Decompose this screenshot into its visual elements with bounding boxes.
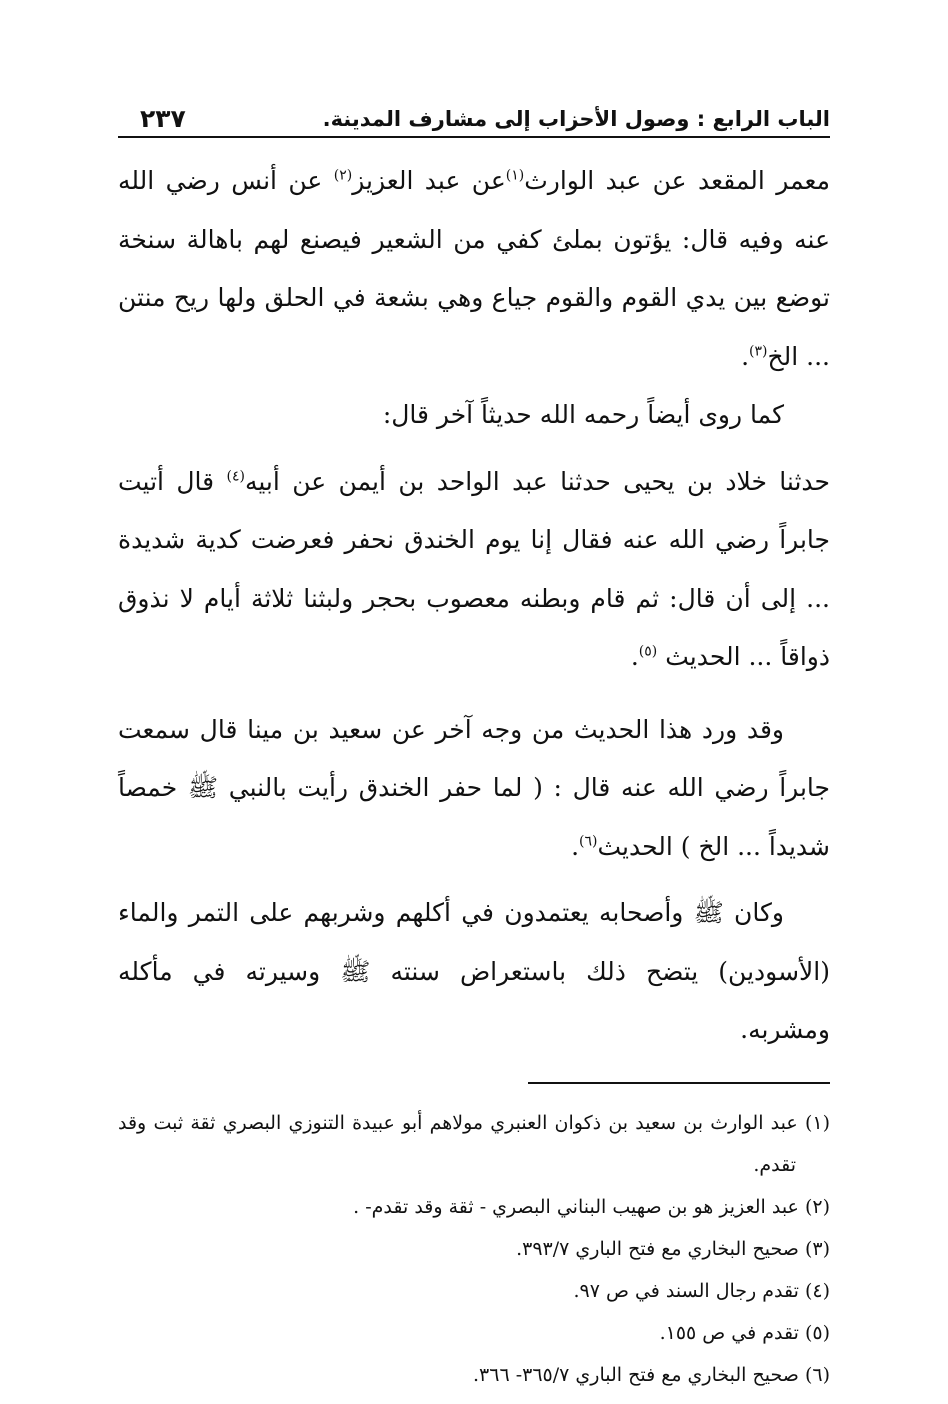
footnote-5-text: تقدم في ص ١٥٥. (659, 1321, 799, 1344)
footnote-ref-2: (٢) (333, 167, 353, 184)
paragraph-3 (118, 453, 830, 687)
paragraph-2: كما روى أيضاً رحمه الله حديثاً آخر قال: (382, 400, 784, 429)
chapter-title: الباب الرابع : وصول الأحزاب إلى مشارف المدينة. (322, 107, 830, 131)
footnote-separator (528, 1082, 830, 1084)
paragraph-1 (118, 152, 830, 386)
footnote-5 (118, 1312, 830, 1354)
page-number: ٢٣٧ (140, 104, 186, 133)
paragraph-4 (118, 701, 830, 877)
footnote-2 (118, 1186, 830, 1228)
paragraph-3-text-b: قال أتيت جابراً رضي الله عنه فقال إنا يوم الخندق نحفر فعرضت كدية شديدة ... إلى أن قال: ثم قام وبطنه معصوب بحجر ولبثنا ثلاثة أيام لا نذوق ذواقاً ... الحديث (118, 466, 830, 671)
footnote-4 (118, 1270, 830, 1312)
footnotes (118, 1102, 830, 1396)
footnote-ref-6: (٦) (579, 833, 598, 850)
footnote-2-text: عبد العزيز هو بن صهيب البناني البصري - ثقة وقد تقدم- . (353, 1195, 799, 1218)
footnote-6-text: صحيح البخاري مع فتح الباري ٣٦٥/٧- ٣٦٦. (473, 1363, 799, 1386)
footnote-5-number: (٥) (804, 1321, 830, 1344)
book-page (118, 98, 831, 1386)
paragraph-3-text-c: . (630, 642, 639, 671)
running-header (118, 98, 830, 138)
footnote-6-number: (٦) (804, 1363, 830, 1386)
footnote-4-text: تقدم رجال السند في ص ٩٧. (573, 1279, 799, 1302)
paragraph-4-text-b: . (571, 831, 580, 861)
paragraph-1-text-a: معمر المقعد عن عبد الوارث (524, 166, 830, 195)
footnote-ref-5: (٥) (638, 643, 658, 660)
paragraph-5: وكان ﷺ وأصحابه يعتمدون في أكلهم وشربهم على التمر والماء (الأسودين) يتضح ذلك باستعراض سنته ﷺ وسيرته في مأكله ومشربه. (118, 898, 830, 1044)
main-text (118, 152, 830, 1060)
footnote-4-number: (٤) (804, 1279, 830, 1302)
footnote-3 (118, 1228, 830, 1270)
footnote-3-text: صحيح البخاري مع فتح الباري ٣٩٣/٧. (516, 1237, 799, 1260)
footnote-3-number: (٣) (804, 1237, 830, 1260)
footnote-2-number: (٢) (804, 1195, 830, 1218)
footnote-ref-4: (٤) (226, 468, 245, 485)
paragraph-3-text-a: حدثنا خلاد بن يحيى حدثنا عبد الواحد بن أيمن عن أبيه (244, 466, 830, 496)
paragraph-1-text-c: عن أنس رضي الله عنه وفيه قال: يؤتون بملئ كفي من الشعير فيصنع لهم باهالة سنخة توضع بين يدي القوم والقوم جياع وهي بشعة في الحلق ولها ريح منتن ... الخ (118, 166, 830, 371)
footnote-1-text: عبد الوارث بن سعيد بن ذكوان العنبري مولاهم أبو عبيدة التنوزي البصري ثقة ثبت وقد تقدم. (118, 1111, 798, 1176)
paragraph-1-text-b: عن عبد العزيز (352, 166, 506, 195)
footnote-6 (118, 1354, 830, 1396)
paragraph-4-text-a: وقد ورد هذا الحديث من وجه آخر عن سعيد بن مينا قال سمعت جابراً رضي الله عنه قال : ( لما حفر الخندق رأيت بالنبي ﷺ خمصاً شديداً ... الخ ) الحديث (118, 714, 830, 861)
footnote-ref-1: (١) (505, 167, 525, 184)
footnote-ref-3: (٣) (749, 343, 768, 360)
paragraph-1-text-d: . (741, 341, 750, 371)
footnote-1-number: (١) (804, 1111, 831, 1134)
footnote-1 (118, 1102, 830, 1186)
